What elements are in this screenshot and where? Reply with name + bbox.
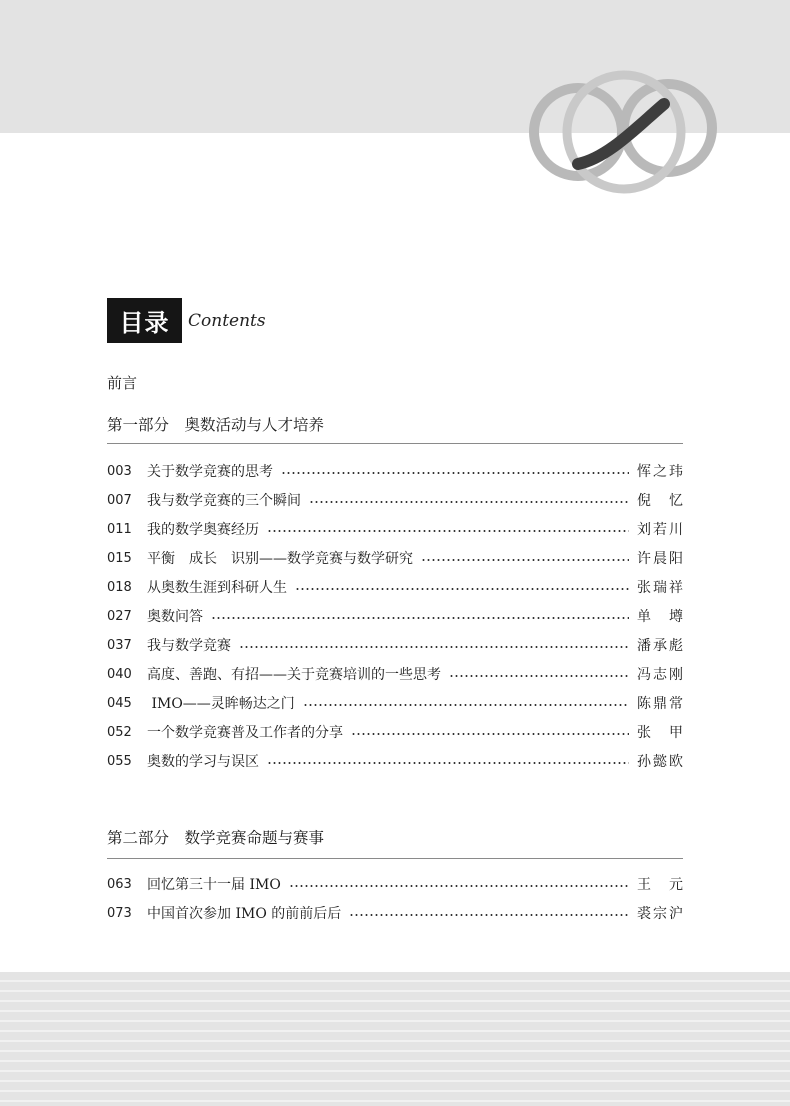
toc-entry[interactable] [107, 518, 683, 540]
toc-entry-preface[interactable]: 前言 [107, 374, 138, 392]
entry-author: 王 元 [637, 877, 683, 893]
toc-entry[interactable] [107, 663, 683, 685]
page-number: 037 [107, 637, 132, 653]
part-1-title[interactable]: 第一部分 奥数活动与人才培养 [107, 416, 325, 434]
bottom-striped-band [0, 972, 790, 1106]
entry-author: 潘承彪 [637, 638, 683, 654]
contents-title-en: Contents [188, 310, 266, 331]
toc-entry[interactable] [107, 489, 683, 511]
page-number: 011 [107, 521, 132, 537]
dot-leader [295, 588, 629, 590]
entry-title: 高度、善跑、有招——关于竞赛培训的一些思考 [147, 667, 441, 683]
toc-entry[interactable] [107, 547, 683, 569]
dot-leader [267, 762, 629, 764]
entry-title: 中国首次参加 IMO 的前前后后 [147, 906, 342, 922]
part-1-rule [107, 443, 683, 444]
entry-author: 许晨阳 [637, 551, 683, 567]
entry-title: 我的数学奥赛经历 [147, 522, 259, 538]
entry-author: 单 墫 [637, 609, 683, 625]
part-2-title[interactable]: 第二部分 数学竞赛命题与赛事 [107, 829, 325, 847]
entry-title: IMO——灵眸畅达之门 [147, 696, 295, 712]
dot-leader [449, 675, 629, 677]
entry-title: 回忆第三十一届 IMO [147, 877, 281, 893]
toc-entry[interactable] [107, 721, 683, 743]
entry-author: 张瑞祥 [637, 580, 683, 596]
entry-author: 刘若川 [637, 522, 683, 538]
page-number: 015 [107, 550, 132, 566]
entry-author: 陈鼎常 [637, 696, 683, 712]
dot-leader [239, 646, 629, 648]
entry-title: 奥数问答 [147, 609, 203, 625]
toc-entry[interactable] [107, 692, 683, 714]
page-number: 045 [107, 695, 132, 711]
page-number: 073 [107, 905, 132, 921]
entry-title: 一个数学竞赛普及工作者的分享 [147, 725, 343, 741]
entry-title: 关于数学竞赛的思考 [147, 464, 273, 480]
toc-entry[interactable] [107, 750, 683, 772]
entry-author: 倪 忆 [637, 493, 683, 509]
contents-title-cn: 目录 [107, 298, 182, 343]
toc-entry[interactable] [107, 576, 683, 598]
contents-heading [107, 298, 266, 343]
entry-author: 恽之玮 [637, 464, 683, 480]
toc-entry[interactable] [107, 605, 683, 627]
page-number: 055 [107, 753, 132, 769]
dot-leader [351, 733, 629, 735]
toc-entry[interactable] [107, 460, 683, 482]
dot-leader [303, 704, 629, 706]
dot-leader [267, 530, 629, 532]
entry-title: 从奥数生涯到科研人生 [147, 580, 287, 596]
page-number: 027 [107, 608, 132, 624]
page-number: 018 [107, 579, 132, 595]
dot-leader [281, 472, 629, 474]
entry-title: 我与数学竞赛 [147, 638, 231, 654]
entry-author: 冯志刚 [637, 667, 683, 683]
page-number: 003 [107, 463, 132, 479]
toc-entry[interactable] [107, 902, 683, 924]
dot-leader [289, 885, 629, 887]
dot-leader [309, 501, 629, 503]
entry-author: 孙懿欧 [637, 754, 683, 770]
page-number: 007 [107, 492, 132, 508]
part-2-rule [107, 858, 683, 859]
entry-author: 裘宗沪 [637, 906, 683, 922]
toc-entry[interactable] [107, 634, 683, 656]
dot-leader [211, 617, 629, 619]
infinity-knot-logo [528, 66, 718, 198]
page-number: 063 [107, 876, 132, 892]
page-number: 052 [107, 724, 132, 740]
entry-title: 奥数的学习与误区 [147, 754, 259, 770]
entry-author: 张 甲 [637, 725, 683, 741]
page-number: 040 [107, 666, 132, 682]
entry-title: 我与数学竞赛的三个瞬间 [147, 493, 301, 509]
dot-leader [421, 559, 629, 561]
dot-leader [349, 914, 629, 916]
toc-entry[interactable] [107, 873, 683, 895]
entry-title: 平衡 成长 识别——数学竞赛与数学研究 [147, 551, 413, 567]
